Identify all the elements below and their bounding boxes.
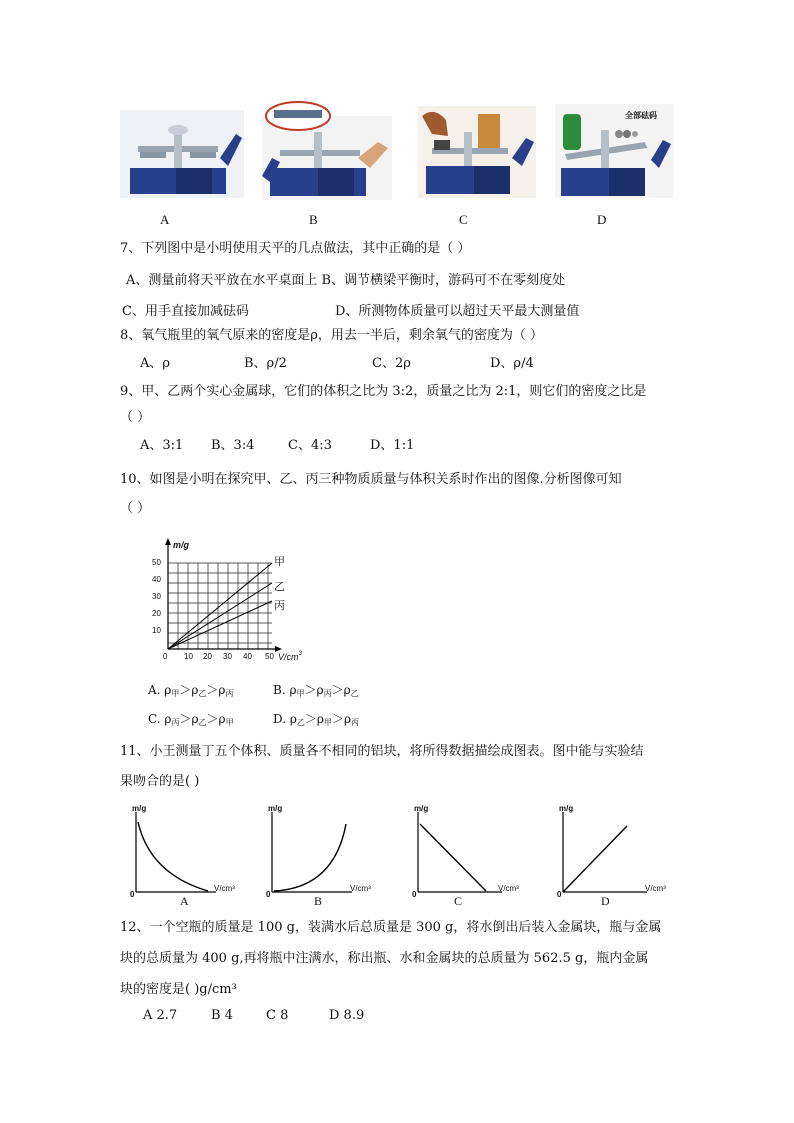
q8-option-c: C、2ρ bbox=[372, 356, 411, 371]
q10-origin: 0 bbox=[163, 652, 168, 661]
q11-a-origin: 0 bbox=[130, 890, 135, 899]
figure-label-a: A bbox=[160, 212, 170, 227]
q7-option-d: D、所测物体质量可以超过天平最大测量值 bbox=[335, 304, 580, 319]
q10-x-tick-10: 10 bbox=[184, 652, 193, 661]
q11-graph-label-c: C bbox=[454, 894, 463, 908]
figure-label-c: C bbox=[459, 212, 468, 227]
q10-y-tick-50: 50 bbox=[152, 558, 161, 567]
balance-photo-c bbox=[418, 106, 536, 198]
q11-graph-a bbox=[128, 804, 246, 908]
q12-option-b: B 4 bbox=[211, 1008, 233, 1023]
q12-option-c: C 8 bbox=[266, 1008, 289, 1023]
q10-x-axis-label: $V/cm^3$ bbox=[278, 651, 302, 662]
q10-x-tick-20: 20 bbox=[203, 652, 212, 661]
q10-y-tick-40: 40 bbox=[152, 575, 161, 584]
q8-stem: 8、氧气瓶里的氧气原来的密度是ρ，用去一半后，剩余氧气的密度为（ ） bbox=[120, 328, 544, 343]
q11-graph-b bbox=[264, 804, 382, 908]
q10-option-a: A. $\rho_甲>\rho_乙>\rho_丙$ bbox=[148, 683, 234, 698]
q11-c-origin: 0 bbox=[412, 890, 417, 899]
q11-c-y-label: m/g bbox=[414, 804, 429, 813]
balance-photo-b bbox=[262, 98, 392, 200]
q10-option-d: D. $\rho_乙>\rho_甲>\rho_丙$ bbox=[273, 712, 360, 727]
q12-line1: 12、一个空瓶的质量是 100 g，装满水后总质量是 300 g，将水倒出后装入金属块，瓶与金属 bbox=[120, 920, 662, 935]
q11-stem-line1: 11、小王测量丁五个体积、质量各不相同的铝块，将所得数据描绘成图表。图中能与实验结 bbox=[120, 744, 644, 759]
q11-b-origin: 0 bbox=[266, 890, 271, 899]
q8-option-a: A、ρ bbox=[140, 356, 171, 371]
q12-option-a: A 2.7 bbox=[143, 1008, 178, 1023]
q11-a-y-label: m/g bbox=[132, 804, 147, 813]
q10-mass-volume-graph bbox=[148, 535, 318, 670]
q10-line-label-jia: 甲 bbox=[274, 555, 285, 568]
q10-option-b: B. $\rho_甲>\rho_丙>\rho_乙$ bbox=[273, 683, 359, 698]
q10-y-tick-30: 30 bbox=[152, 592, 161, 601]
q10-line-label-bing: 丙 bbox=[274, 599, 285, 612]
q10-x-tick-50: 50 bbox=[265, 652, 274, 661]
q7-stem: 7、下列图中是小明使用天平的几点做法，其中正确的是（ ） bbox=[120, 241, 471, 256]
q9-option-d: D、1:1 bbox=[370, 438, 415, 453]
q11-graph-label-a: A bbox=[180, 894, 189, 908]
q7-option-ab: A、测量前将天平放在水平桌面上 B、调节横梁平衡时，游码可不在零刻度处 bbox=[126, 273, 566, 288]
balance-photo-d bbox=[555, 104, 673, 198]
q11-a-x-label: V/cm³ bbox=[214, 884, 235, 893]
q12-line2: 块的总质量为 400 g,再将瓶中注满水，称出瓶、水和金属块的总质量为 562.5 g，瓶内金属 bbox=[120, 951, 649, 966]
q10-stem: 10、如图是小明在探究甲、乙、丙三种物质质量与体积关系时作出的图像.分析图像可知 bbox=[120, 472, 622, 487]
q11-d-origin: 0 bbox=[557, 890, 562, 899]
q11-c-x-label: V/cm³ bbox=[498, 884, 519, 893]
photo-d-caption: 全部砝码 bbox=[625, 111, 657, 120]
q10-y-tick-10: 10 bbox=[152, 626, 161, 635]
q10-y-tick-20: 20 bbox=[152, 609, 161, 618]
q11-b-y-label: m/g bbox=[268, 804, 283, 813]
q9-paren: （ ） bbox=[120, 410, 151, 425]
q9-option-b: B、3:4 bbox=[211, 438, 255, 453]
q10-option-c: C. $\rho_丙>\rho_乙>\rho_甲$ bbox=[148, 712, 234, 727]
q11-graph-c bbox=[410, 804, 528, 908]
q9-option-a: A、3:1 bbox=[140, 438, 184, 453]
q11-b-x-label: V/cm³ bbox=[350, 884, 371, 893]
q12-option-d: D 8.9 bbox=[329, 1008, 365, 1023]
q10-paren: （ ） bbox=[120, 501, 151, 516]
q12-line3: 块的密度是( )g/cm³ bbox=[120, 982, 237, 997]
q11-graph-d bbox=[555, 804, 673, 908]
q7-option-c: C、用手直接加减砝码 bbox=[122, 304, 249, 319]
q8-option-d: D、ρ/4 bbox=[490, 356, 534, 371]
q11-graph-label-b: B bbox=[314, 894, 323, 908]
q11-graph-label-d: D bbox=[601, 894, 610, 908]
figure-label-d: D bbox=[597, 212, 607, 227]
q9-stem: 9、甲、乙两个实心金属球，它们的体积之比为 3:2，质量之比为 2:1，则它们的密度之比是 bbox=[120, 384, 647, 399]
figure-label-b: B bbox=[309, 212, 318, 227]
q10-line-label-yi: 乙 bbox=[274, 580, 285, 593]
q10-x-tick-30: 30 bbox=[223, 652, 232, 661]
q11-d-x-label: V/cm³ bbox=[645, 884, 666, 893]
q11-d-y-label: m/g bbox=[559, 804, 574, 813]
balance-photo-a bbox=[120, 110, 244, 198]
q10-x-tick-40: 40 bbox=[243, 652, 252, 661]
q8-option-b: B、ρ/2 bbox=[244, 356, 287, 371]
q11-stem-line2: 果吻合的是( ) bbox=[120, 774, 200, 789]
q9-option-c: C、4:3 bbox=[288, 438, 332, 453]
q10-y-axis-label: m/g bbox=[173, 540, 190, 550]
